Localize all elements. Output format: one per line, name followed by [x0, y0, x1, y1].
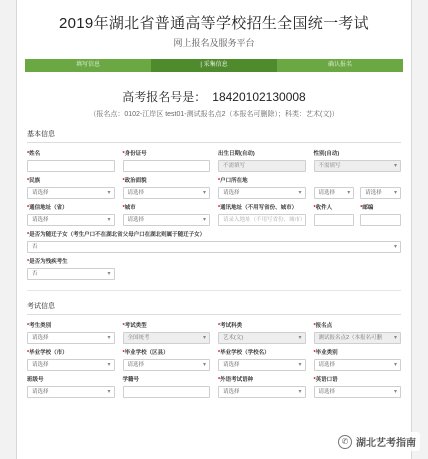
exam-subject-select: 艺术(文) ▾ — [218, 332, 306, 344]
id-card-input[interactable] — [123, 160, 211, 172]
foreign-lang-select[interactable]: 请选择 ▾ — [218, 386, 306, 398]
exam-type-select: 全国统考 ▾ — [123, 332, 211, 344]
political-select[interactable]: 请选择 ▾ — [123, 187, 211, 199]
category-field: *考生类别 请选择 ▾ — [27, 321, 115, 344]
address-input[interactable]: 请录入地址（不用写省份、城市） — [218, 214, 306, 226]
hukou-province-select[interactable]: 请选择 ▾ — [218, 187, 306, 199]
postal-city-field: *城市 请选择 ▾ — [123, 203, 211, 226]
postal-province-select[interactable]: 请选择 ▾ — [27, 214, 115, 226]
birth-field: 出生日期(自动) 不需填写 — [218, 149, 306, 172]
disabled-field: *是否为残疾考生 否 ▾ — [27, 257, 115, 280]
registration-number: 18420102130008 — [212, 90, 306, 104]
page-subtitle: 网上报名及服务平台 — [173, 38, 255, 48]
foreign-lang-field: *外语考试语种 请选择 ▾ — [218, 375, 306, 398]
recipient-postcode-field: *收件人 *邮编 — [314, 203, 402, 226]
class-no-field: 班级号 请选择 ▾ — [27, 375, 115, 398]
form-page — [16, 0, 412, 459]
category-select[interactable]: 请选择 ▾ — [27, 332, 115, 344]
exam-info-section — [27, 301, 401, 398]
registration-label: 高考报名号是： — [122, 90, 207, 104]
exam-point-field: *报名点 测试报名点2（本报名可删 ▾ — [314, 321, 402, 344]
watermark — [334, 432, 420, 451]
hukou-district-select[interactable]: 请选择 ▾ — [360, 187, 401, 199]
postal-city-select[interactable]: 请选择 ▾ — [123, 214, 211, 226]
relocation-child-field: *是否为随迁子女（考生户口不在湖北省父母户口在湖北则属于随迁子女） 否 ▾ — [27, 230, 401, 253]
class-no-select[interactable]: 请选择 ▾ — [27, 386, 115, 398]
section-heading: 考试信息 — [27, 301, 401, 315]
birth-input: 不需填写 — [218, 160, 306, 172]
exam-point-select: 测试报名点2（本报名可删 ▾ — [314, 332, 402, 344]
school-district-field: *毕业学校（区县） 请选择 ▾ — [123, 348, 211, 371]
gender-field: 性别(自动) 不需填写 ▾ — [314, 149, 402, 172]
step-fill-info[interactable]: 填写信息 — [75, 62, 100, 68]
postcode-input[interactable] — [360, 214, 401, 226]
step-confirm[interactable]: 确认报名 — [327, 62, 352, 68]
school-city-select[interactable]: 请选择 ▾ — [27, 359, 115, 371]
oral-english-select[interactable]: 请选择 ▾ — [314, 386, 402, 398]
ethnic-select[interactable]: 请选择 ▾ — [27, 187, 115, 199]
wechat-icon: ✆ — [338, 435, 352, 449]
ethnic-field: *民族 请选择 ▾ — [27, 176, 115, 199]
school-name-field: *毕业学校（学校名） 请选择 ▾ — [218, 348, 306, 371]
hukou-sub-field — [314, 176, 402, 199]
grad-type-field: *毕业类别 请选择 ▾ — [314, 348, 402, 371]
school-district-select[interactable]: 请选择 ▾ — [123, 359, 211, 371]
gender-select: 不需填写 ▾ — [314, 160, 402, 172]
hukou-city-select[interactable]: 请选择 ▾ — [314, 187, 355, 199]
name-field: *姓名 — [27, 149, 115, 172]
student-no-field: 学籍号 — [123, 375, 211, 398]
school-city-field: *毕业学校（市） 请选择 ▾ — [27, 348, 115, 371]
hukou-field: *户口所在地 请选择 ▾ — [218, 176, 306, 199]
recipient-input[interactable] — [314, 214, 355, 226]
step-collect-info[interactable]: | 采集信息 — [151, 59, 277, 72]
address-field: *通讯地址（不用写省份、城市） 请录入地址（不用写省份、城市） — [218, 203, 306, 226]
postal-province-field: *通信地址（省） 请选择 ▾ — [27, 203, 115, 226]
progress-steps — [25, 59, 403, 72]
watermark-text: 湖北艺考指南 — [356, 438, 416, 449]
page-title: 2019年湖北省普通高等学校招生全国统一考试 — [59, 15, 369, 32]
political-field: *政治面貌 请选择 ▾ — [123, 176, 211, 199]
basic-info-section — [27, 129, 401, 280]
relocation-child-select[interactable]: 否 ▾ — [27, 241, 401, 253]
exam-type-field: *考试类型 全国统考 ▾ — [123, 321, 211, 344]
registration-detail: （报名点：0102-江岸区 test01-测试报名点2（本报名可删除）；科类：艺术(文)） — [89, 111, 339, 118]
disabled-select[interactable]: 否 ▾ — [27, 268, 115, 280]
school-name-select[interactable]: 请选择 ▾ — [218, 359, 306, 371]
oral-english-field: *英语口语 请选择 ▾ — [314, 375, 402, 398]
page-header — [17, 0, 411, 49]
exam-subject-field: *考试科类 艺术(文) ▾ — [218, 321, 306, 344]
name-input[interactable] — [27, 160, 115, 172]
grad-type-select[interactable]: 请选择 ▾ — [314, 359, 402, 371]
section-heading: 基本信息 — [27, 129, 401, 143]
registration-info — [17, 88, 411, 119]
id-card-field: *身份证号 — [123, 149, 211, 172]
student-no-input[interactable] — [123, 386, 211, 398]
divider — [27, 290, 401, 291]
